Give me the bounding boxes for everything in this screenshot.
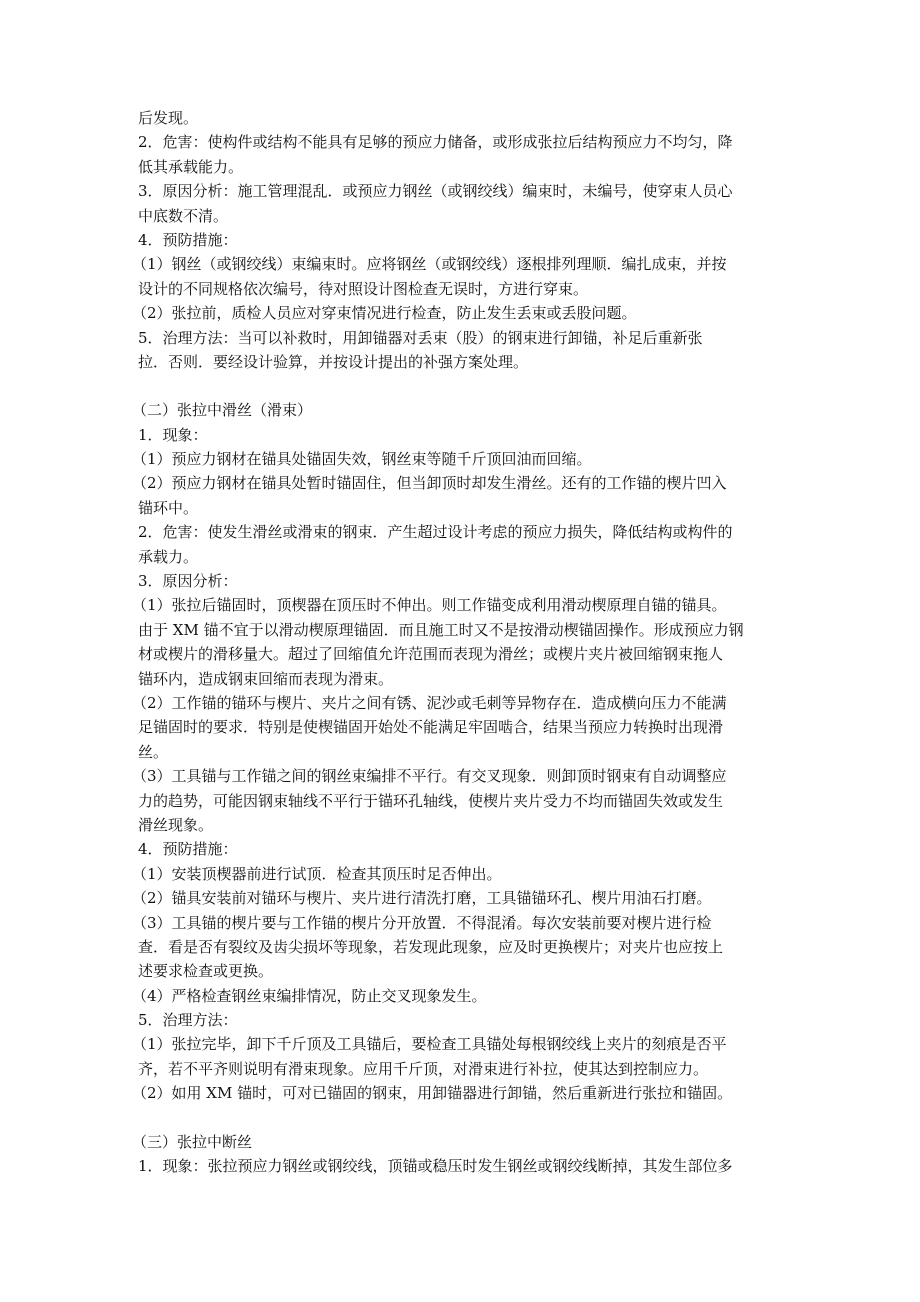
- text-line: 中底数不清。: [138, 206, 229, 225]
- text-line: （1）钢丝（或钢绞线）束编束时。应将钢丝（或钢绞线）逐根排列理顺．编扎成束，并按: [132, 255, 727, 274]
- text-line: 足锚固时的要求．特别是使楔锚固开始处不能满足牢固啮合，结果当预应力转换时出现滑: [138, 718, 724, 737]
- text-line: 拉．否则．要经设计验算，并按设计提出的补强方案处理。: [138, 352, 529, 371]
- text-line: （三）张拉中断丝: [132, 1132, 253, 1151]
- text-line: （1）张拉后锚固时，顶楔器在顶压时不伸出。则工作锚变成利用滑动楔原理自锚的锚具。: [132, 596, 727, 615]
- text-line: 低其承载能力。: [138, 157, 244, 176]
- text-line: （3）工具锚与工作锚之间的钢丝束编排不平行。有交叉现象．则卸顶时钢束有自动调整应: [132, 767, 727, 786]
- text-line: 述要求检查或更换。: [138, 962, 274, 981]
- text-line: 3．原因分析：施工管理混乱．或预应力钢丝（或钢绞线）编束时，未编号，使穿束人员心: [138, 182, 733, 201]
- paragraph-gap: [138, 374, 798, 398]
- text-line: （2）锚具安装前对锚环与楔片、夹片进行清洗打磨，工具锚锚环孔、楔片用油石打磨。: [132, 889, 712, 908]
- text-line: 5．治理方法：: [138, 1011, 238, 1030]
- text-line: （2）工作锚的锚环与楔片、夹片之间有锈、泥沙或毛刺等异物存在．造成横向压力不能满: [132, 693, 727, 712]
- section-3-broken-wire: [132, 1130, 798, 1179]
- section-2-slipping-wire: [132, 398, 798, 1105]
- text-line: 承载力。: [138, 547, 199, 566]
- text-line: 丝。: [138, 742, 169, 761]
- text-line: 锚环内，造成钢束回缩而表现为滑束。: [138, 669, 394, 688]
- paragraph-gap: [138, 1106, 798, 1130]
- text-line: 1．现象：张拉预应力钢丝或钢绞线，顶锚或稳压时发生钢丝或钢绞线断掉，其发生部位多: [138, 1157, 733, 1176]
- text-line: （2）如用 XM 锚时，可对已锚固的钢束，用卸锚器进行卸锚，然后重新进行张拉和锚固。: [132, 1084, 733, 1103]
- text-line: 5．治理方法：当可以补救时，用卸锚器对丢束（股）的钢束进行卸锚，补足后重新张: [138, 328, 703, 347]
- text-line: 设计的不同规格依次编号，待对照设计图检查无误时，方进行穿束。: [138, 279, 589, 298]
- document-page: [132, 106, 798, 1178]
- text-line: 锚环中。: [138, 498, 199, 517]
- text-line: （4）严格检查钢丝束编排情况，防止交叉现象发生。: [132, 986, 487, 1005]
- text-line: （1）张拉完毕，卸下千斤顶及工具锚后，要检查工具锚处每根钢绞线上夹片的刻痕是否平: [132, 1035, 727, 1054]
- text-line: （2）预应力钢材在锚具处暂时锚固住，但当卸顶时却发生滑丝。还有的工作锚的楔片凹入: [132, 474, 727, 493]
- text-line: 滑丝现象。: [138, 815, 214, 834]
- text-line: 齐，若不平齐则说明有滑束现象。应用千斤顶，对滑束进行补拉，使其达到控制应力。: [138, 1059, 709, 1078]
- text-line: 查．看是否有裂纹及齿尖损坏等现象，若发现此现象，应及时更换楔片；对夹片也应按上: [138, 937, 724, 956]
- text-line: 后发现。: [138, 109, 199, 127]
- text-line: 由于 XM 锚不宜于以滑动楔原理锚固．而且施工时又不是按滑动楔锚固操作。形成预应力钢: [138, 620, 744, 639]
- text-line: 力的趋势，可能因钢束轴线不平行于锚环孔轴线，使楔片夹片受力不均而锚固失效或发生: [138, 791, 724, 810]
- text-line: （1）安装顶楔器前进行试顶．检查其顶压时足否伸出。: [132, 864, 502, 883]
- text-line: （1）预应力钢材在锚具处锚固失效，钢丝束等随千斤顶回油而回缩。: [132, 450, 592, 469]
- text-line: （2）张拉前，质检人员应对穿束情况进行检查，防止发生丢束或丢股问题。: [132, 304, 637, 323]
- text-line: （3）工具锚的楔片要与工作锚的楔片分开放置．不得混淆。每次安装前要对楔片进行检: [132, 913, 712, 932]
- text-line: 4．预防措施：: [138, 230, 238, 249]
- text-line: 3．原因分析：: [138, 572, 238, 591]
- text-line: 材或楔片的滑移量大。超过了回缩值允许范围而表现为滑丝；或楔片夹片被回缩钢束拖人: [138, 645, 724, 664]
- section-1-tail: [132, 106, 798, 374]
- text-line: 2．危害：使发生滑丝或滑束的钢束．产生超过设计考虑的预应力损失，降低结构或构件的: [138, 523, 733, 542]
- text-line: 2．危害：使构件或结构不能具有足够的预应力储备，或形成张拉后结构预应力不均匀，降: [138, 133, 733, 152]
- text-line: （二）张拉中滑丝（滑束）: [132, 401, 313, 420]
- text-line: 1．现象：: [138, 425, 208, 444]
- text-line: 4．预防措施：: [138, 840, 238, 859]
